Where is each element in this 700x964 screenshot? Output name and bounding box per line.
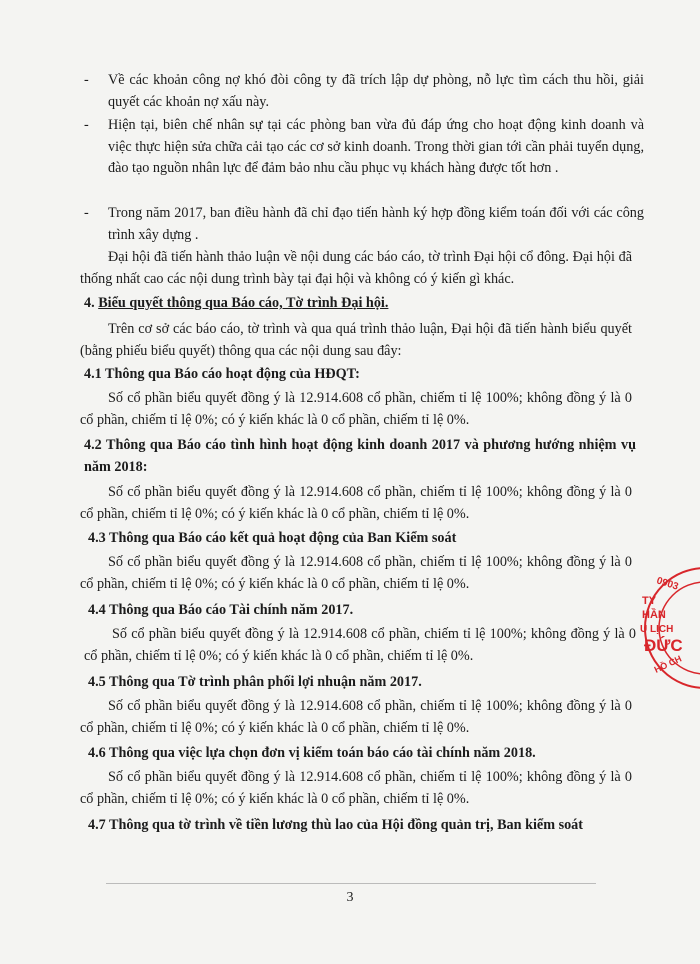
bullet-dash: - — [84, 117, 89, 133]
bullet-dash: - — [84, 72, 89, 88]
bullet-item — [84, 115, 644, 180]
seal-graphic — [640, 563, 700, 693]
footer-divider — [106, 883, 596, 884]
section-number: 4. — [84, 295, 95, 311]
subsection-heading: 4.7 Thông qua tờ trình về tiền lương thù lao của Hội đồng quản trị, Ban kiểm soát — [88, 817, 584, 833]
svg-text:0903: 0903 — [655, 575, 680, 593]
section-heading — [84, 293, 636, 315]
page-number: 3 — [346, 890, 354, 905]
subsection-heading: 4.2 Thông qua Báo cáo tình hình hoạt động kinh doanh 2017 và phương hướng nhiệm vụ năm 2018: — [84, 437, 636, 475]
subsection-heading: 4.3 Thông qua Báo cáo kết quả hoạt động của Ban Kiểm soát — [88, 530, 457, 546]
bullet-item — [84, 203, 644, 246]
subsection-heading: 4.6 Thông qua việc lựa chọn đơn vị kiểm toán báo cáo tài chính năm 2018. — [88, 745, 536, 761]
bullet-dash: - — [84, 205, 89, 221]
bullet-text: Về các khoản công nợ khó đòi công ty đã trích lập dự phòng, nỗ lực tìm cách thu hồi, giải quyết các khoản nợ xấu này. — [108, 72, 644, 110]
company-seal — [640, 563, 700, 693]
discussion-paragraph: Đại hội đã tiến hành thảo luận về nội dung các báo cáo, tờ trình Đại hội cổ đông. Đại hội đã thống nhất cao các nội dung trình bày tại đại hội và không có ý kiến gì khác. — [80, 249, 632, 287]
subsection-heading: 4.4 Thông qua Báo cáo Tài chính năm 2017. — [88, 602, 354, 618]
section-title: Biểu quyết thông qua Báo cáo, Tờ trình Đại hội. — [98, 295, 389, 311]
subsection-heading: 4.1 Thông qua Báo cáo hoạt động của HĐQT: — [84, 366, 360, 382]
vote-result: Số cổ phần biểu quyết đồng ý là 12.914.608 cổ phần, chiếm tỉ lệ 100%; không đồng ý là 0 cổ phần, chiếm tỉ lệ 0%; có ý kiến khác là 0 cổ phần, chiếm tỉ lệ 0%. — [80, 390, 632, 428]
vote-result: Số cổ phần biểu quyết đồng ý là 12.914.608 cổ phần, chiếm tỉ lệ 100%; không đồng ý là 0 cổ phần, chiếm tỉ lệ 0%; có ý kiến khác là 0 cổ phần, chiếm tỉ lệ 0%. — [80, 554, 632, 592]
vote-result: Số cổ phần biểu quyết đồng ý là 12.914.608 cổ phần, chiếm tỉ lệ 100%; không đồng ý là 0 cổ phần, chiếm tỉ lệ 0%; có ý kiến khác là 0 cổ phần, chiếm tỉ lệ 0%. — [84, 626, 636, 664]
svg-text:HỒ CH: HỒ CH — [652, 653, 684, 675]
svg-text:ĐỨC: ĐỨC — [644, 636, 683, 655]
bullet-text: Trong năm 2017, ban điều hành đã chỉ đạo tiến hành ký hợp đồng kiểm toán đối với các công trình xây dựng . — [108, 205, 644, 243]
svg-text:U LỊCH: U LỊCH — [640, 624, 674, 635]
bullet-item — [84, 70, 644, 113]
vote-result: Số cổ phần biểu quyết đồng ý là 12.914.608 cổ phần, chiếm tỉ lệ 100%; không đồng ý là 0 cổ phần, chiếm tỉ lệ 0%; có ý kiến khác là 0 cổ phần, chiếm tỉ lệ 0%. — [80, 698, 632, 736]
svg-text:HẦN: HẦN — [642, 609, 666, 621]
section-intro: Trên cơ sở các báo cáo, tờ trình và qua quá trình thảo luận, Đại hội đã tiến hành biểu quyết (bằng phiếu biểu quyết) thông qua các nội dung sau đây: — [80, 321, 632, 359]
subsection-heading: 4.5 Thông qua Tờ trình phân phối lợi nhuận năm 2017. — [88, 674, 422, 690]
vote-result: Số cổ phần biểu quyết đồng ý là 12.914.608 cổ phần, chiếm tỉ lệ 100%; không đồng ý là 0 cổ phần, chiếm tỉ lệ 0%; có ý kiến khác là 0 cổ phần, chiếm tỉ lệ 0%. — [80, 484, 632, 522]
bullet-text: Hiện tại, biên chế nhân sự tại các phòng ban vừa đủ đáp ứng cho hoạt động kinh doanh và việc thực hiện sửa chữa cải tạo các cơ sở kinh doanh. Trong thời gian tới cần phải tuyển dụng, đào tạo nguồn nhân lực để đảm bảo nhu cầu phục vụ khách hàng được tốt hơn . — [108, 117, 644, 176]
vote-result: Số cổ phần biểu quyết đồng ý là 12.914.608 cổ phần, chiếm tỉ lệ 100%; không đồng ý là 0 cổ phần, chiếm tỉ lệ 0%; có ý kiến khác là 0 cổ phần, chiếm tỉ lệ 0%. — [80, 769, 632, 807]
svg-text:TY: TY — [642, 595, 657, 607]
